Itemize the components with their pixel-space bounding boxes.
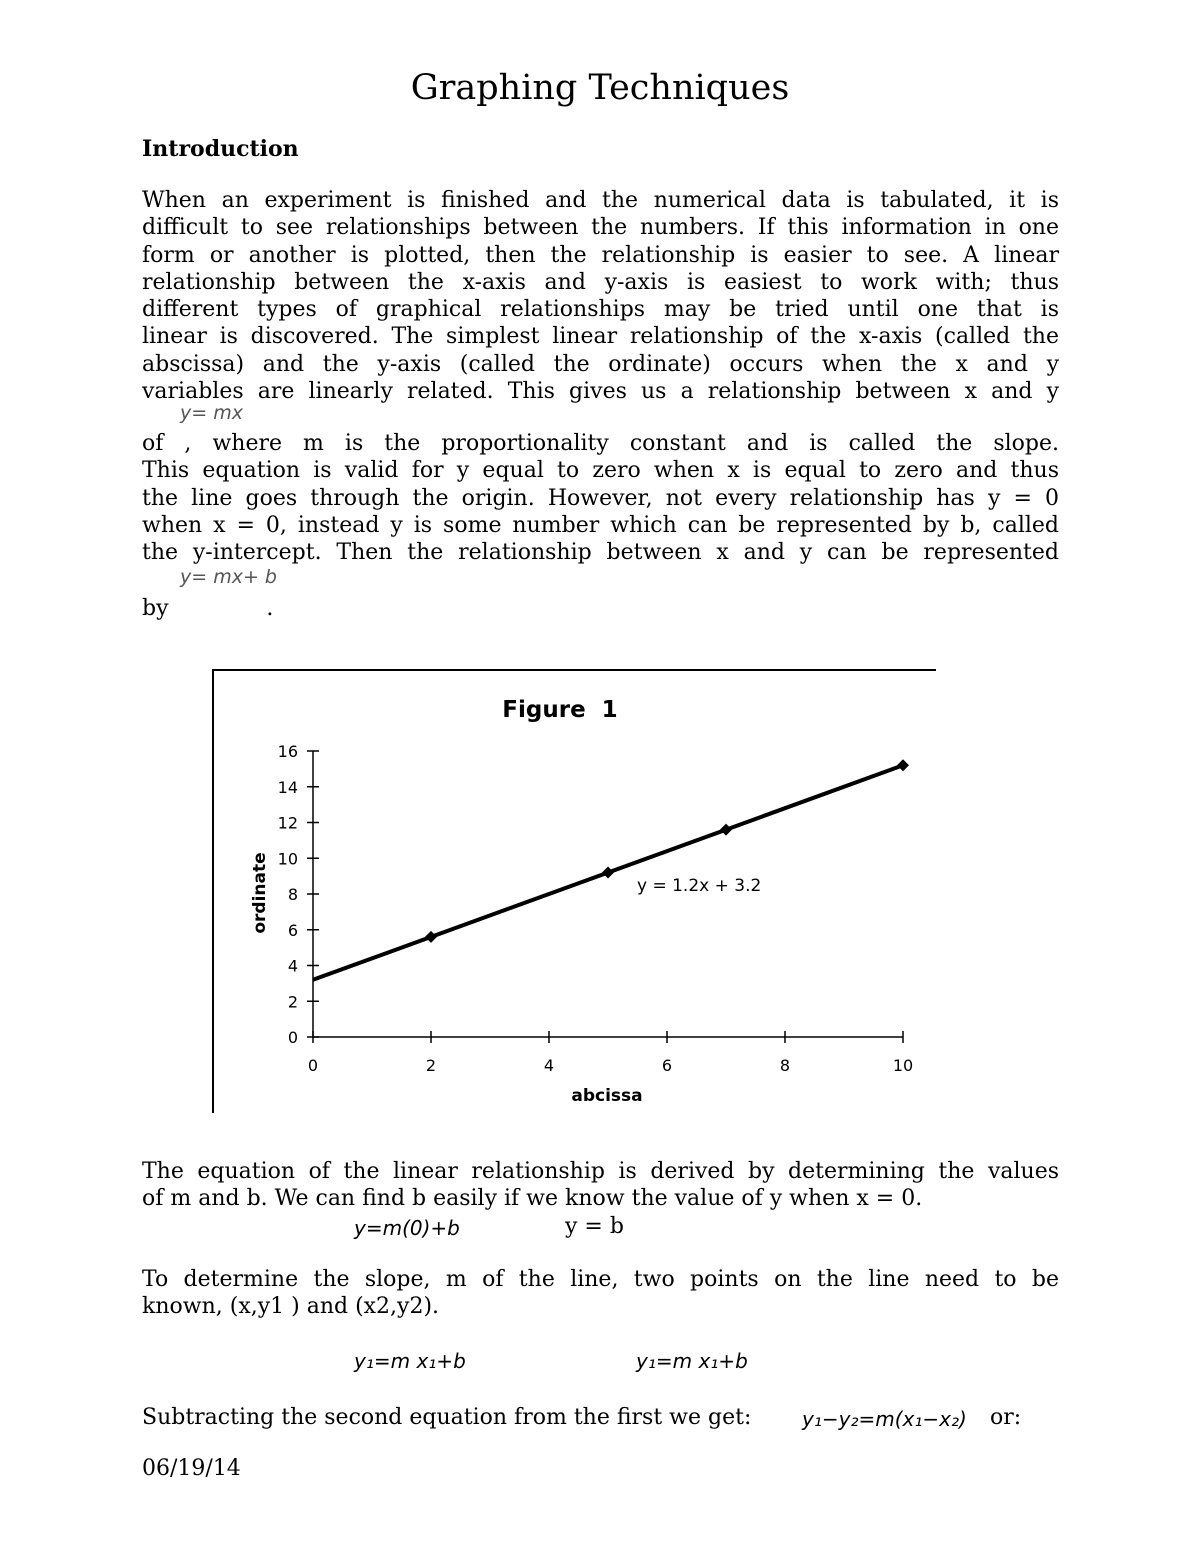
- point-equation-2: y₁=m x₁+b: [636, 1349, 748, 1373]
- x-tick-label: 2: [425, 1056, 437, 1075]
- y-tick-label: 14: [277, 777, 298, 797]
- y-tick-label: 16: [277, 742, 298, 761]
- intro-line: difficult to see relationships between the numbers. If this information in one: [142, 215, 1059, 241]
- y-tick-label: 6: [287, 920, 298, 940]
- intro-paragraph: [142, 187, 1059, 405]
- subtract-or: or:: [990, 1405, 1022, 1430]
- slope-paragraph: [142, 430, 1059, 566]
- y-axis-label: ordinate: [250, 852, 270, 934]
- intro-line: form or another is plotted, then the relationship is easier to see. A linear: [142, 242, 1059, 268]
- by-line: by .: [142, 596, 274, 621]
- derivation-paragraph: [142, 1158, 1059, 1213]
- figure-1-chart: [212, 669, 936, 1113]
- data-point: [720, 824, 732, 836]
- x-tick-label: 10: [892, 1056, 914, 1075]
- subtract-equation: y₁−y₂=m(x₁−x₂): [802, 1407, 967, 1431]
- intro-line: abscissa) and the y-axis (called the ordinate) occurs when the x and y: [142, 351, 1059, 377]
- y-tick-label: 10: [277, 849, 298, 869]
- intercept-equation: y=m(0)+b: [354, 1216, 460, 1240]
- y-tick-label: 8: [287, 885, 298, 904]
- equation-y-mx: y= mx: [180, 402, 243, 424]
- x-axis-label: abcissa: [571, 1086, 643, 1106]
- intro-line: When an experiment is finished and the numerical data is tabulated, it is: [142, 188, 1059, 213]
- y-tick-label: 2: [287, 992, 298, 1012]
- slope-intro-line: known, (x,y1 ) and (x2,y2).: [142, 1294, 440, 1320]
- subtract-text: Subtracting the second equation from the first we get:: [142, 1405, 752, 1430]
- slope-line: the line goes through the origin. However, not every relationship has y = 0: [142, 485, 1059, 511]
- data-point: [425, 931, 437, 943]
- chart-marks: [313, 759, 909, 980]
- point-equation-1: y₁=m x₁+b: [354, 1349, 466, 1373]
- footer-date: 06/19/14: [142, 1456, 241, 1481]
- x-tick-label: 4: [543, 1056, 555, 1075]
- x-tick-label: 8: [779, 1056, 791, 1075]
- slope-intro-line: To determine the slope, m of the line, two points on the line need to be: [142, 1267, 1059, 1292]
- slope-line: This equation is valid for y equal to zero when x is equal to zero and thus: [142, 458, 1059, 484]
- y-tick-label: 4: [287, 956, 298, 976]
- intro-line: variables are linearly related. This gives us a relationship between x and y: [142, 379, 1059, 405]
- chart-axes: [278, 742, 914, 1075]
- x-tick-label: 0: [307, 1056, 319, 1075]
- slope-intro-paragraph: [142, 1266, 1059, 1321]
- slope-line: of , where m is the proportionality constant and is called the slope.: [142, 431, 1059, 456]
- slope-line: when x = 0, instead y is some number which can be represented by b, called: [142, 512, 1059, 538]
- y-tick-label: 12: [277, 813, 298, 833]
- intercept-result: y = b: [565, 1214, 624, 1239]
- data-point: [602, 867, 614, 879]
- derivation-line: The equation of the linear relationship is derived by determining the values: [142, 1159, 1059, 1184]
- data-point: [897, 759, 909, 771]
- x-tick-label: 6: [661, 1056, 673, 1075]
- slope-line: the y-intercept. Then the relationship between x and y can be represented: [142, 540, 1059, 566]
- y-tick-label: 0: [287, 1028, 298, 1047]
- intro-line: relationship between the x-axis and y-axis is easiest to work with; thus: [142, 269, 1059, 295]
- intro-line: linear is discovered. The simplest linear relationship of the x-axis (called the: [142, 324, 1059, 350]
- chart-title: Figure 1: [502, 697, 618, 723]
- page-title: Graphing Techniques: [410, 68, 790, 108]
- section-heading: Introduction: [142, 136, 299, 162]
- intro-line: different types of graphical relationships may be tried until one that is: [142, 297, 1059, 323]
- derivation-line: of m and b. We can find b easily if we know the value of y when x = 0.: [142, 1186, 923, 1212]
- trendline-equation-label: y = 1.2x + 3.2: [637, 876, 762, 896]
- equation-y-mx-b: y= mx+ b: [180, 566, 277, 588]
- chart-svg: [214, 671, 936, 1113]
